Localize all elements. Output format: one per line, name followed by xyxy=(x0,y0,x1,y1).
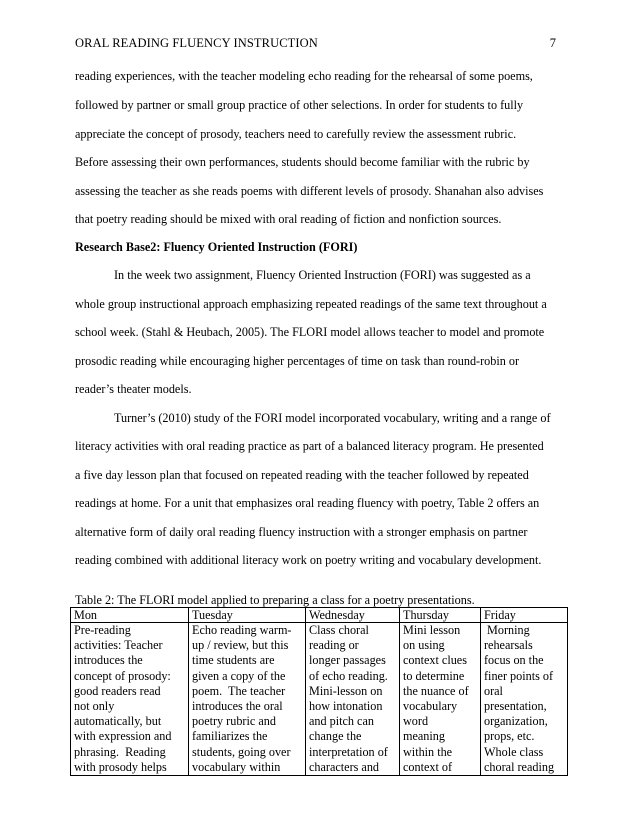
cell-line: Class choral xyxy=(309,623,369,637)
cell-line: interpretation of xyxy=(309,744,388,759)
body-line: a five day lesson plan that focused on repeated reading with the teacher followed by repeated xyxy=(75,468,529,482)
cell-line: meaning xyxy=(403,729,445,744)
cell-line: not only xyxy=(74,699,115,714)
body-line: appreciate the concept of prosody, teachers need to carefully review the assessment rubric. xyxy=(75,127,517,141)
cell-line: familiarizes the xyxy=(192,729,268,744)
body-line: that poetry reading should be mixed with oral reading of fiction and nonfiction sources. xyxy=(75,212,502,226)
cell-line: Echo reading warm- xyxy=(192,623,292,637)
body-line: prosodic reading while encouraging higher percentages of time on task than round-robin or xyxy=(75,354,520,368)
cell-line: good readers read xyxy=(74,683,161,698)
cell-line: Whole class xyxy=(484,744,544,759)
cell-line: and pitch can xyxy=(309,714,374,729)
cell-line: poetry rubric and xyxy=(192,714,276,729)
cell-line: longer passages xyxy=(309,653,386,668)
cell-line: Mini lesson xyxy=(403,623,461,637)
cell-thursday xyxy=(400,623,481,776)
column-header-tuesday: Tuesday xyxy=(189,608,306,623)
column-header-thursday: Thursday xyxy=(400,608,481,623)
cell-line: Pre-reading xyxy=(74,623,131,637)
cell-line: finer points of xyxy=(484,668,554,683)
body-line: reading combined with additional literacy work on poetry writing and vocabulary development. xyxy=(75,553,542,567)
cell-line: the nuance of xyxy=(403,683,469,698)
body-line: followed by partner or small group practice of other selections. In order for students to fully xyxy=(75,98,524,112)
cell-line: context of xyxy=(403,759,453,774)
cell-line: characters and xyxy=(309,759,380,774)
cell-line: vocabulary xyxy=(403,699,458,714)
cell-line: organization, xyxy=(484,714,548,729)
body-line: In the week two assignment, Fluency Oriented Instruction (FORI) was suggested as a xyxy=(114,268,531,282)
body-line: whole group instructional approach emphasizing repeated readings of the same text throughout a xyxy=(75,297,547,311)
cell-line: oral xyxy=(484,683,503,698)
cell-line: within the xyxy=(403,744,453,759)
cell-line: to determine xyxy=(403,668,465,683)
table-header-row xyxy=(71,608,568,623)
cell-mon xyxy=(71,623,189,776)
cell-line: Morning xyxy=(484,623,530,637)
body-line: literacy activities with oral reading practice as part of a balanced literacy program. He presented xyxy=(75,439,544,453)
cell-line: vocabulary within xyxy=(192,759,281,774)
cell-line: activities: Teacher xyxy=(74,638,163,653)
table-row xyxy=(71,623,568,776)
cell-line: Mini-lesson on xyxy=(309,683,383,698)
body-line: assessing the teacher as she reads poems with different levels of prosody. Shanahan also advises xyxy=(75,184,544,198)
cell-line: choral reading xyxy=(484,759,555,774)
body-line: school week. (Stahl & Heubach, 2005). The FLORI model allows teacher to model and promote xyxy=(75,325,545,339)
cell-line: presentation, xyxy=(484,699,547,714)
body-line: reading experiences, with the teacher modeling echo reading for the rehearsal of some poems, xyxy=(75,69,533,83)
cell-line: with prosody helps xyxy=(74,759,167,774)
cell-line: poem. The teacher xyxy=(192,683,286,698)
cell-line: given a copy of the xyxy=(192,668,286,683)
cell-line: introduces the oral xyxy=(192,699,283,714)
cell-line: students, going over xyxy=(192,744,291,759)
cell-line: change the xyxy=(309,729,362,744)
cell-line: of echo reading. xyxy=(309,668,388,683)
cell-line: focus on the xyxy=(484,653,544,668)
page-number: 7 xyxy=(549,36,556,50)
body-line: reader’s theater models. xyxy=(75,382,192,396)
table-caption: Table 2: The FLORI model applied to preparing a class for a poetry presentations. xyxy=(75,593,475,607)
section-heading: Research Base2: Fluency Oriented Instruction (FORI) xyxy=(75,240,358,254)
cell-wednesday xyxy=(306,623,400,776)
cell-line: on using xyxy=(403,638,445,653)
cell-line: props, etc. xyxy=(484,729,535,744)
running-header: ORAL READING FLUENCY INSTRUCTION xyxy=(75,36,318,50)
cell-line: up / review, but this xyxy=(192,638,289,653)
column-header-wednesday: Wednesday xyxy=(306,608,400,623)
body-line: alternative form of daily oral reading fluency instruction with a stronger emphasis on partner xyxy=(75,525,528,539)
cell-line: rehearsals xyxy=(484,638,533,653)
body-line: readings at home. For a unit that emphasizes oral reading fluency with poetry, Table 2 offers an xyxy=(75,496,540,510)
cell-line: how intonation xyxy=(309,699,383,714)
cell-line: introduces the xyxy=(74,653,143,668)
body-line: Turner’s (2010) study of the FORI model incorporated vocabulary, writing and a range of xyxy=(114,411,551,425)
cell-line: concept of prosody: xyxy=(74,668,171,683)
column-header-friday: Friday xyxy=(481,608,568,623)
cell-line: reading or xyxy=(309,638,359,653)
cell-line: automatically, but xyxy=(74,714,162,729)
body-line: Before assessing their own performances, students should become familiar with the rubric by xyxy=(75,155,530,169)
cell-line: with expression and xyxy=(74,729,172,744)
column-header-mon: Mon xyxy=(71,608,189,623)
cell-line: time students are xyxy=(192,653,275,668)
flori-table xyxy=(70,607,568,776)
cell-tuesday xyxy=(189,623,306,776)
cell-line: context clues xyxy=(403,653,467,668)
cell-line: word xyxy=(403,714,429,729)
cell-friday xyxy=(481,623,568,776)
cell-line: phrasing. Reading xyxy=(74,744,166,759)
